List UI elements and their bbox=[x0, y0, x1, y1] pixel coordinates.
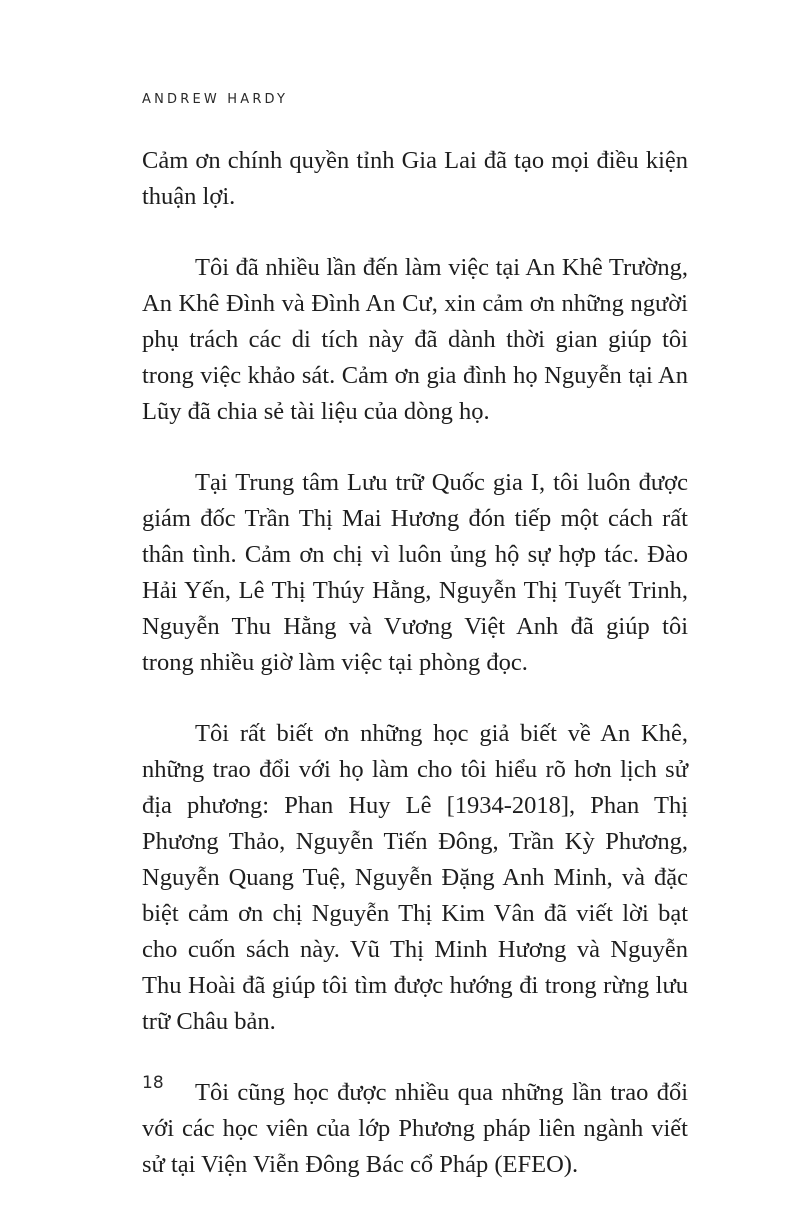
paragraph-1: Cảm ơn chính quyền tỉnh Gia Lai đã tạo mọi điều kiện thuận lợi. bbox=[142, 147, 688, 210]
running-header-author: ANDREW HARDY bbox=[142, 92, 289, 107]
page-number: 18 bbox=[142, 1073, 164, 1093]
paragraph-5: Tôi cũng học được nhiều qua những lần trao đổi với các học viên của lớp Phương pháp liên ngành viết sử tại Viện Viễn Đông Bác cổ Pháp (EFEO). bbox=[142, 1079, 688, 1178]
paragraph-3: Tại Trung tâm Lưu trữ Quốc gia I, tôi luôn được giám đốc Trần Thị Mai Hương đón tiếp một cách rất thân tình. Cảm ơn chị vì luôn ủng hộ sự hợp tác. Đào Hải Yến, Lê Thị Thúy Hằng, Nguyễn Thị Tuyết Trinh, Nguyễn Thu Hằng và Vương Việt Anh đã giúp tôi trong nhiều giờ làm việc tại phòng đọc. bbox=[142, 469, 688, 676]
body-text bbox=[142, 143, 688, 1218]
paragraph-4: Tôi rất biết ơn những học giả biết về An Khê, những trao đổi với họ làm cho tôi hiểu rõ hơn lịch sử địa phương: Phan Huy Lê [1934-2018], Phan Thị Phương Thảo, Nguyễn Tiến Đông, Trần Kỳ Phương, Nguyễn Quang Tuệ, Nguyễn Đặng Anh Minh, và đặc biệt cảm ơn chị Nguyễn Thị Kim Vân đã viết lời bạt cho cuốn sách này. Vũ Thị Minh Hương và Nguyễn Thu Hoài đã giúp tôi tìm được hướng đi trong rừng lưu trữ Châu bản. bbox=[142, 720, 688, 1035]
paragraph-2: Tôi đã nhiều lần đến làm việc tại An Khê Trường, An Khê Đình và Đình An Cư, xin cảm ơn những người phụ trách các di tích này đã dành thời gian giúp tôi trong việc khảo sát. Cảm ơn gia đình họ Nguyễn tại An Lũy đã chia sẻ tài liệu của dòng họ. bbox=[142, 254, 688, 425]
